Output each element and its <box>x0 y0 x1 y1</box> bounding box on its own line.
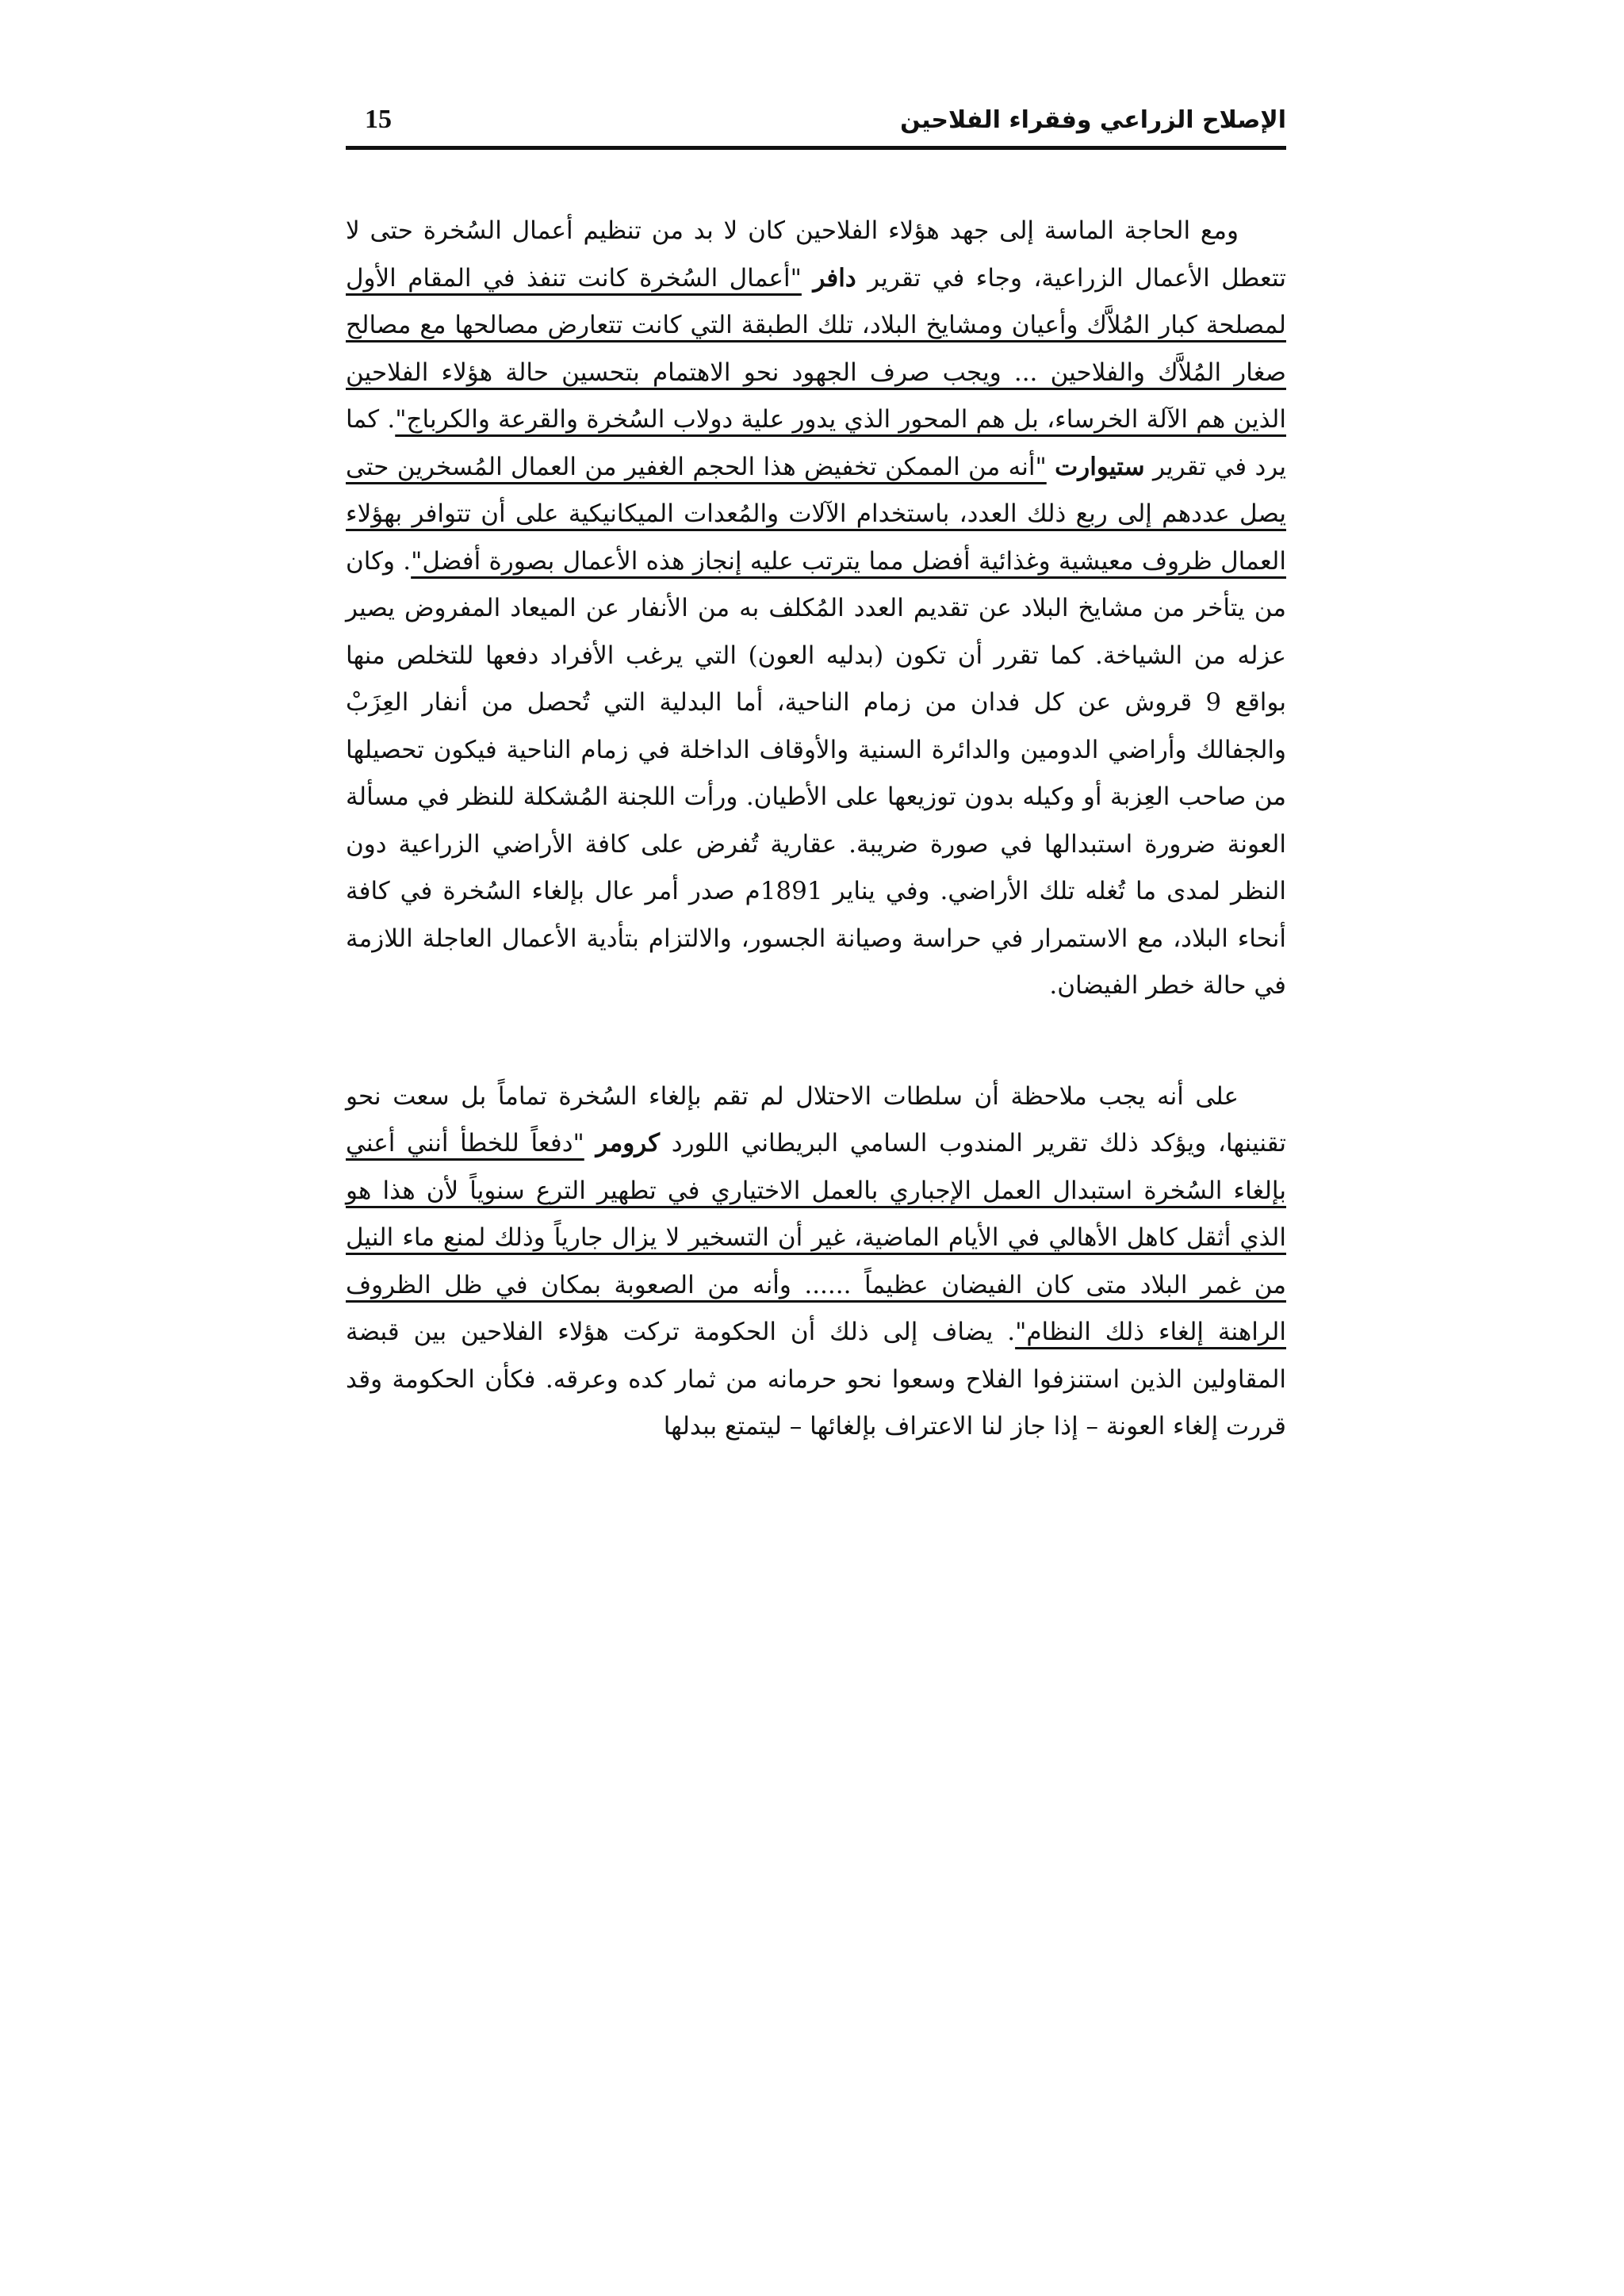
quote-cromer: "دفعاً للخطأ أنني أعني بإلغاء السُخرة استبدال العمل الإجباري بالعمل الاختياري في تطهير الترع سنوياً لأن هذا هو الذي أثقل كاهل الأهالي في الأيام الماضية، غير أن التسخير لا يزال جارياً وذلك لمنع ماء النيل من غمر البلاد متى كان الفيضان عظيماً ...... وأنه من الصعوبة بمكان في ظل الظروف الراهنة إلغاء ذلك النظام" <box>346 1129 1286 1346</box>
text-run: ومع الحاجة الماسة إلى جهد هؤلاء الفلاحين كان لا بد من تنظيم أعمال السُخرة حتى لا تتعطل الأعمال الزراعية، وجاء في تقرير <box>346 216 1286 293</box>
text-run: . وكان من يتأخر من مشايخ البلاد عن تقديم العدد المُكلف به من الأنفار عن الميعاد المفروض يصير عزله من الشياخة. كما تقرر أن تكون (بدليه العون) التي يرغب الأفراد دفعها للتخلص منها بواقع 9 قروش عن كل فدان من زمام الناحية، أما البدلية التي تُحصل من أنفار العِزَبْ والجفالك وأراضي الدومين والدائرة السنية والأوقاف الداخلة في زمام الناحية فيكون تحصيلها من صاحب العِزبة أو وكيله بدون توزيعها على الأطيان. ورأت اللجنة المُشكلة للنظر في مسألة العونة ضرورة استبدالها في صورة ضريبة. عقارية تُفرض على كافة الأراضي الزراعية دون النظر لمدى ما تُغله تلك الأراضي. وفي يناير 1891م صدر أمر عال بإلغاء السُخرة في كافة أنحاء البلاد، مع الاستمرار في حراسة وصيانة الجسور، والالتزام بتأدية الأعمال العاجلة اللازمة في حالة خطر الفيضان. <box>346 546 1286 1000</box>
running-title: الإصلاح الزراعي وفقراء الفلاحين <box>900 106 1286 134</box>
author-name-dafer: دافر <box>813 263 856 293</box>
text-run <box>584 1129 596 1158</box>
text-run <box>802 264 813 293</box>
author-name-cromer: كرومر <box>596 1129 661 1158</box>
page-number: 15 <box>365 105 392 134</box>
quote-dafer: "أعمال السُخرة كانت تنفذ في المقام الأول لمصلحة كبار المُلاَّك وأعيان ومشايخ البلاد، تلك الطبقة التي كانت تتعارض مصالحها مع مصالح صغار المُلاَّك والفلاحين ... ويجب صرف الجهود نحو الاهتمام بتحسين حالة هؤلاء الفلاحين الذين هم الآلة الخرساء، بل هم المحور الذي يدور علية دولاب السُخرة والقرعة والكرباج" <box>346 263 1286 434</box>
body-text <box>346 208 1286 1451</box>
text-run: على أنه يجب ملاحظة أن سلطات الاحتلال لم تقم بإلغاء السُخرة تماماً بل سعت نحو تقنينها، ويؤكد ذلك تقرير المندوب السامي البريطاني اللورد <box>346 1081 1286 1158</box>
text-run: . يضاف إلى ذلك أن الحكومة تركت هؤلاء الفلاحين بين قبضة المقاولين الذين استنزفوا الفلاح وسعوا نحو حرمانه من ثمار كده وعرقه. فكأن الحكومة وقد قررت إلغاء العونة – إذا جاز لنا الاعتراف بإلغائها – ليتمتع ببدلها <box>346 1318 1286 1441</box>
author-name-stewart: ستيوارت <box>1055 452 1145 481</box>
paragraph-2 <box>346 1073 1286 1451</box>
paragraph-1 <box>346 208 1286 1010</box>
header-rule <box>346 146 1286 150</box>
quote-stewart: "أنه من الممكن تخفيض هذا الحجم الغفير من العمال المُسخرين حتى يصل عددهم إلى ربع ذلك العدد، باستخدام الآلات والمُعدات الميكانيكية على أن تتوافر بهؤلاء العمال ظروف معيشية وغذائية أفضل مما يترتب عليه إنجاز هذه الأعمال بصورة أفضل" <box>346 452 1286 576</box>
text-run <box>1047 453 1055 481</box>
page-header <box>346 101 1286 146</box>
text-run: . كما يرد في تقرير <box>346 405 1287 481</box>
